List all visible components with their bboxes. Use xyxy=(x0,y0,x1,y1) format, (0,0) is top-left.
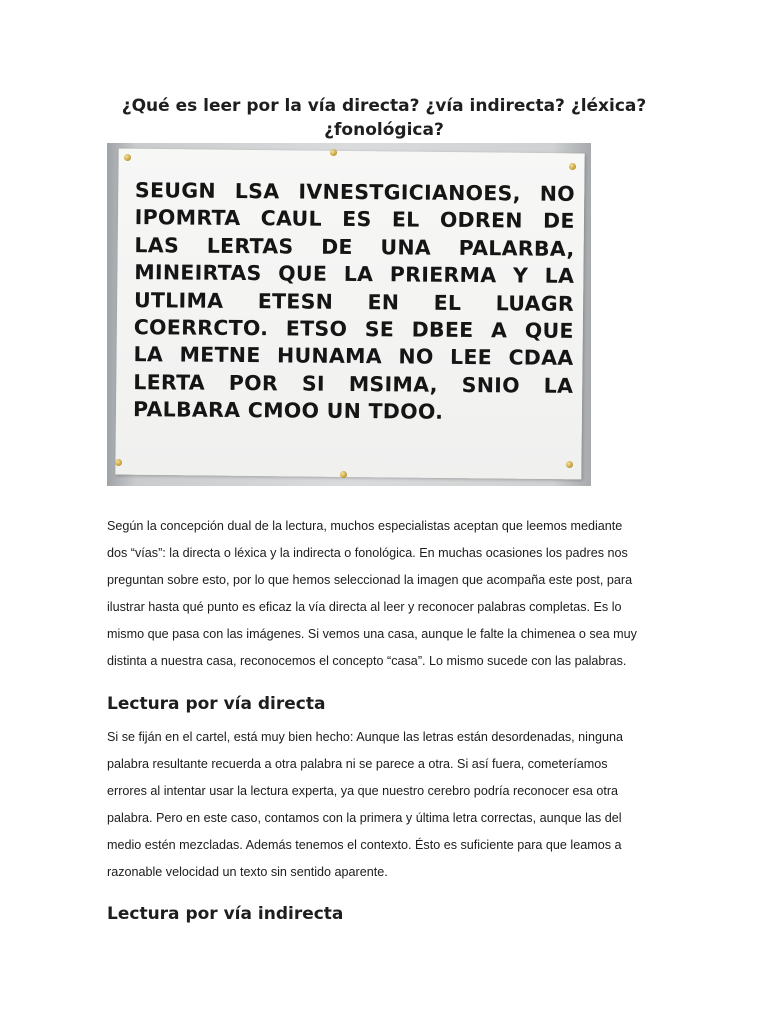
text-line: Si se fiján en el cartel, está muy bien hecho: Aunque las letras están desordenadas, ninguna xyxy=(107,730,623,744)
page-title xyxy=(107,94,661,142)
pin xyxy=(566,461,573,468)
pin xyxy=(340,471,347,478)
text-line: medio estén mezcladas. Además tenemos el contexto. Ésto es suficiente para que leamos a xyxy=(107,838,622,852)
section-heading-indirect: Lectura por vía indirecta xyxy=(107,904,344,924)
sign-line: PALBARA CMOO UN TDOO. xyxy=(132,397,444,425)
pin xyxy=(124,154,131,161)
text-line: preguntan sobre esto, por lo que hemos seleccionad la imagen que acompaña este post, para xyxy=(107,573,633,587)
sign-line: LAS LERTAS DE UNA PALARBA, xyxy=(134,232,575,261)
pin xyxy=(115,459,122,466)
text-line: distinta a nuestra casa, reconocemos el concepto “casa”. Lo mismo sucede con las palabras. xyxy=(107,654,627,668)
sign-line: MINEIRTAS QUE LA PRIERMA Y LA xyxy=(134,260,575,289)
text-line: mismo que pasa con las imágenes. Si vemos una casa, aunque le falte la chimenea o sea muy xyxy=(107,627,637,641)
text-line: dos “vías”: la directa o léxica y la indirecta o fonológica. En muchas ocasiones los padres nos xyxy=(107,546,628,560)
sign-line: UTLIMA ETESN EN EL LUAGR xyxy=(133,287,575,316)
text-line: razonable velocidad un texto sin sentido aparente. xyxy=(107,865,388,879)
sign-line: IPOMRTA CAUL ES EL ODREN DE xyxy=(134,205,575,234)
direct-paragraph xyxy=(107,724,663,886)
text-line: Según la concepción dual de la lectura, muchos especialistas aceptan que leemos mediante xyxy=(107,519,623,533)
sign-text xyxy=(133,177,575,427)
text-line: palabra resultante recuerda a otra palabra ni se parece a otra. Si así fuera, cometeríamos xyxy=(107,757,608,771)
text-line: errores al intentar usar la lectura experta, ya que nuestro cerebro podría reconocer esa otra xyxy=(107,784,619,798)
pin xyxy=(569,163,576,170)
sign-photo xyxy=(107,143,591,486)
pin xyxy=(330,149,337,156)
sign-line: COERRCTO. ETSO SE DBEE A QUE xyxy=(133,315,574,343)
sign-line: LA METNE HUNAMA NO LEE CDAA xyxy=(133,342,574,371)
title-line-1: ¿Qué es leer por la vía directa? ¿vía indirecta? ¿léxica? xyxy=(121,96,647,116)
title-line-2: ¿fonológica? xyxy=(324,120,444,140)
sign-line: LERTA POR SI MSIMA, SNIO LA xyxy=(133,369,574,398)
sign-line: SEUGN LSA IVNESTGICIANOES, NO xyxy=(134,178,576,206)
text-line: palabra. Pero en este caso, contamos con la primera y última letra correctas, aunque las del xyxy=(107,811,622,825)
section-heading-direct: Lectura por vía directa xyxy=(107,694,326,714)
text-line: ilustrar hasta qué punto es eficaz la vía directa al leer y reconocer palabras completas. Es lo xyxy=(107,600,622,614)
intro-paragraph xyxy=(107,513,663,675)
